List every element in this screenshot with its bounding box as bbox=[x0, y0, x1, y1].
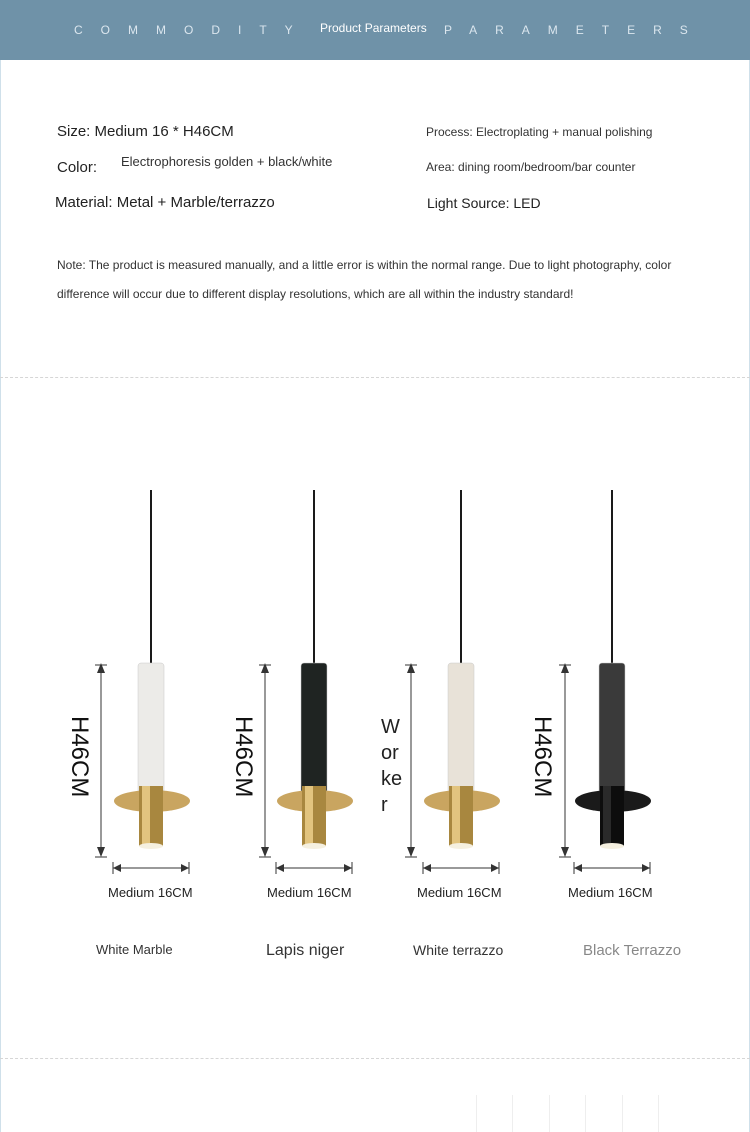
size-param bbox=[57, 123, 234, 140]
size-value: Medium 16 * H46CM bbox=[94, 123, 234, 140]
lamp-illustration bbox=[0, 490, 750, 910]
process-label: Process: bbox=[426, 125, 473, 139]
material-label: Material: bbox=[55, 194, 113, 211]
bottom-line bbox=[549, 1095, 550, 1132]
width-label: Medium 16CM bbox=[417, 885, 502, 900]
light-label: Light Source: bbox=[427, 195, 510, 211]
header-bar bbox=[0, 0, 750, 60]
worker-line: W bbox=[381, 716, 400, 738]
header-left-text: COMMODITY bbox=[74, 23, 311, 37]
process-param bbox=[426, 125, 652, 139]
worker-line: ke bbox=[381, 768, 403, 790]
worker-line: or bbox=[381, 742, 399, 764]
height-label: H46CM bbox=[230, 716, 257, 798]
header-right-text: PARAMETERS bbox=[444, 23, 706, 37]
bottom-line bbox=[622, 1095, 623, 1132]
divider-top bbox=[0, 377, 750, 378]
lamp-illustration bbox=[0, 490, 750, 910]
size-label: Size: bbox=[57, 123, 91, 140]
width-label: Medium 16CM bbox=[267, 885, 352, 900]
light-param bbox=[427, 195, 541, 211]
left-border bbox=[0, 60, 1, 1132]
bottom-line bbox=[476, 1095, 477, 1132]
height-label: H46CM bbox=[529, 716, 556, 798]
material-param bbox=[55, 194, 275, 211]
header-title: Product Parameters bbox=[320, 21, 427, 35]
lamp-name: White Marble bbox=[96, 942, 173, 957]
lamp-name: Lapis niger bbox=[266, 942, 345, 959]
bottom-line bbox=[585, 1095, 586, 1132]
lamp-illustration bbox=[0, 490, 750, 910]
note-line-2: difference will occur due to different display resolutions, which are all within the industry standard! bbox=[57, 287, 574, 301]
width-label: Medium 16CM bbox=[568, 885, 653, 900]
area-param bbox=[426, 160, 635, 174]
color-value: Electrophoresis golden + black/white bbox=[121, 154, 333, 169]
area-label: Area: bbox=[426, 160, 455, 174]
width-label: Medium 16CM bbox=[108, 885, 193, 900]
note-line-1: Note: The product is measured manually, and a little error is within the normal range. Due to light photography, color bbox=[57, 258, 672, 272]
worker-label bbox=[381, 714, 402, 818]
process-value: Electroplating + manual polishing bbox=[476, 125, 653, 139]
material-value: Metal + Marble/terrazzo bbox=[116, 194, 275, 211]
worker-line: r bbox=[381, 794, 388, 816]
color-label: Color: bbox=[57, 159, 98, 176]
lamp-illustration bbox=[0, 490, 750, 910]
area-value: dining room/bedroom/bar counter bbox=[458, 160, 636, 174]
light-value: LED bbox=[513, 195, 541, 211]
height-label: H46CM bbox=[66, 716, 93, 798]
lamp-name: White terrazzo bbox=[413, 942, 504, 958]
divider-bottom bbox=[0, 1058, 750, 1059]
lamp-name: Black Terrazzo bbox=[583, 942, 682, 959]
bottom-line bbox=[658, 1095, 659, 1132]
bottom-line bbox=[512, 1095, 513, 1132]
